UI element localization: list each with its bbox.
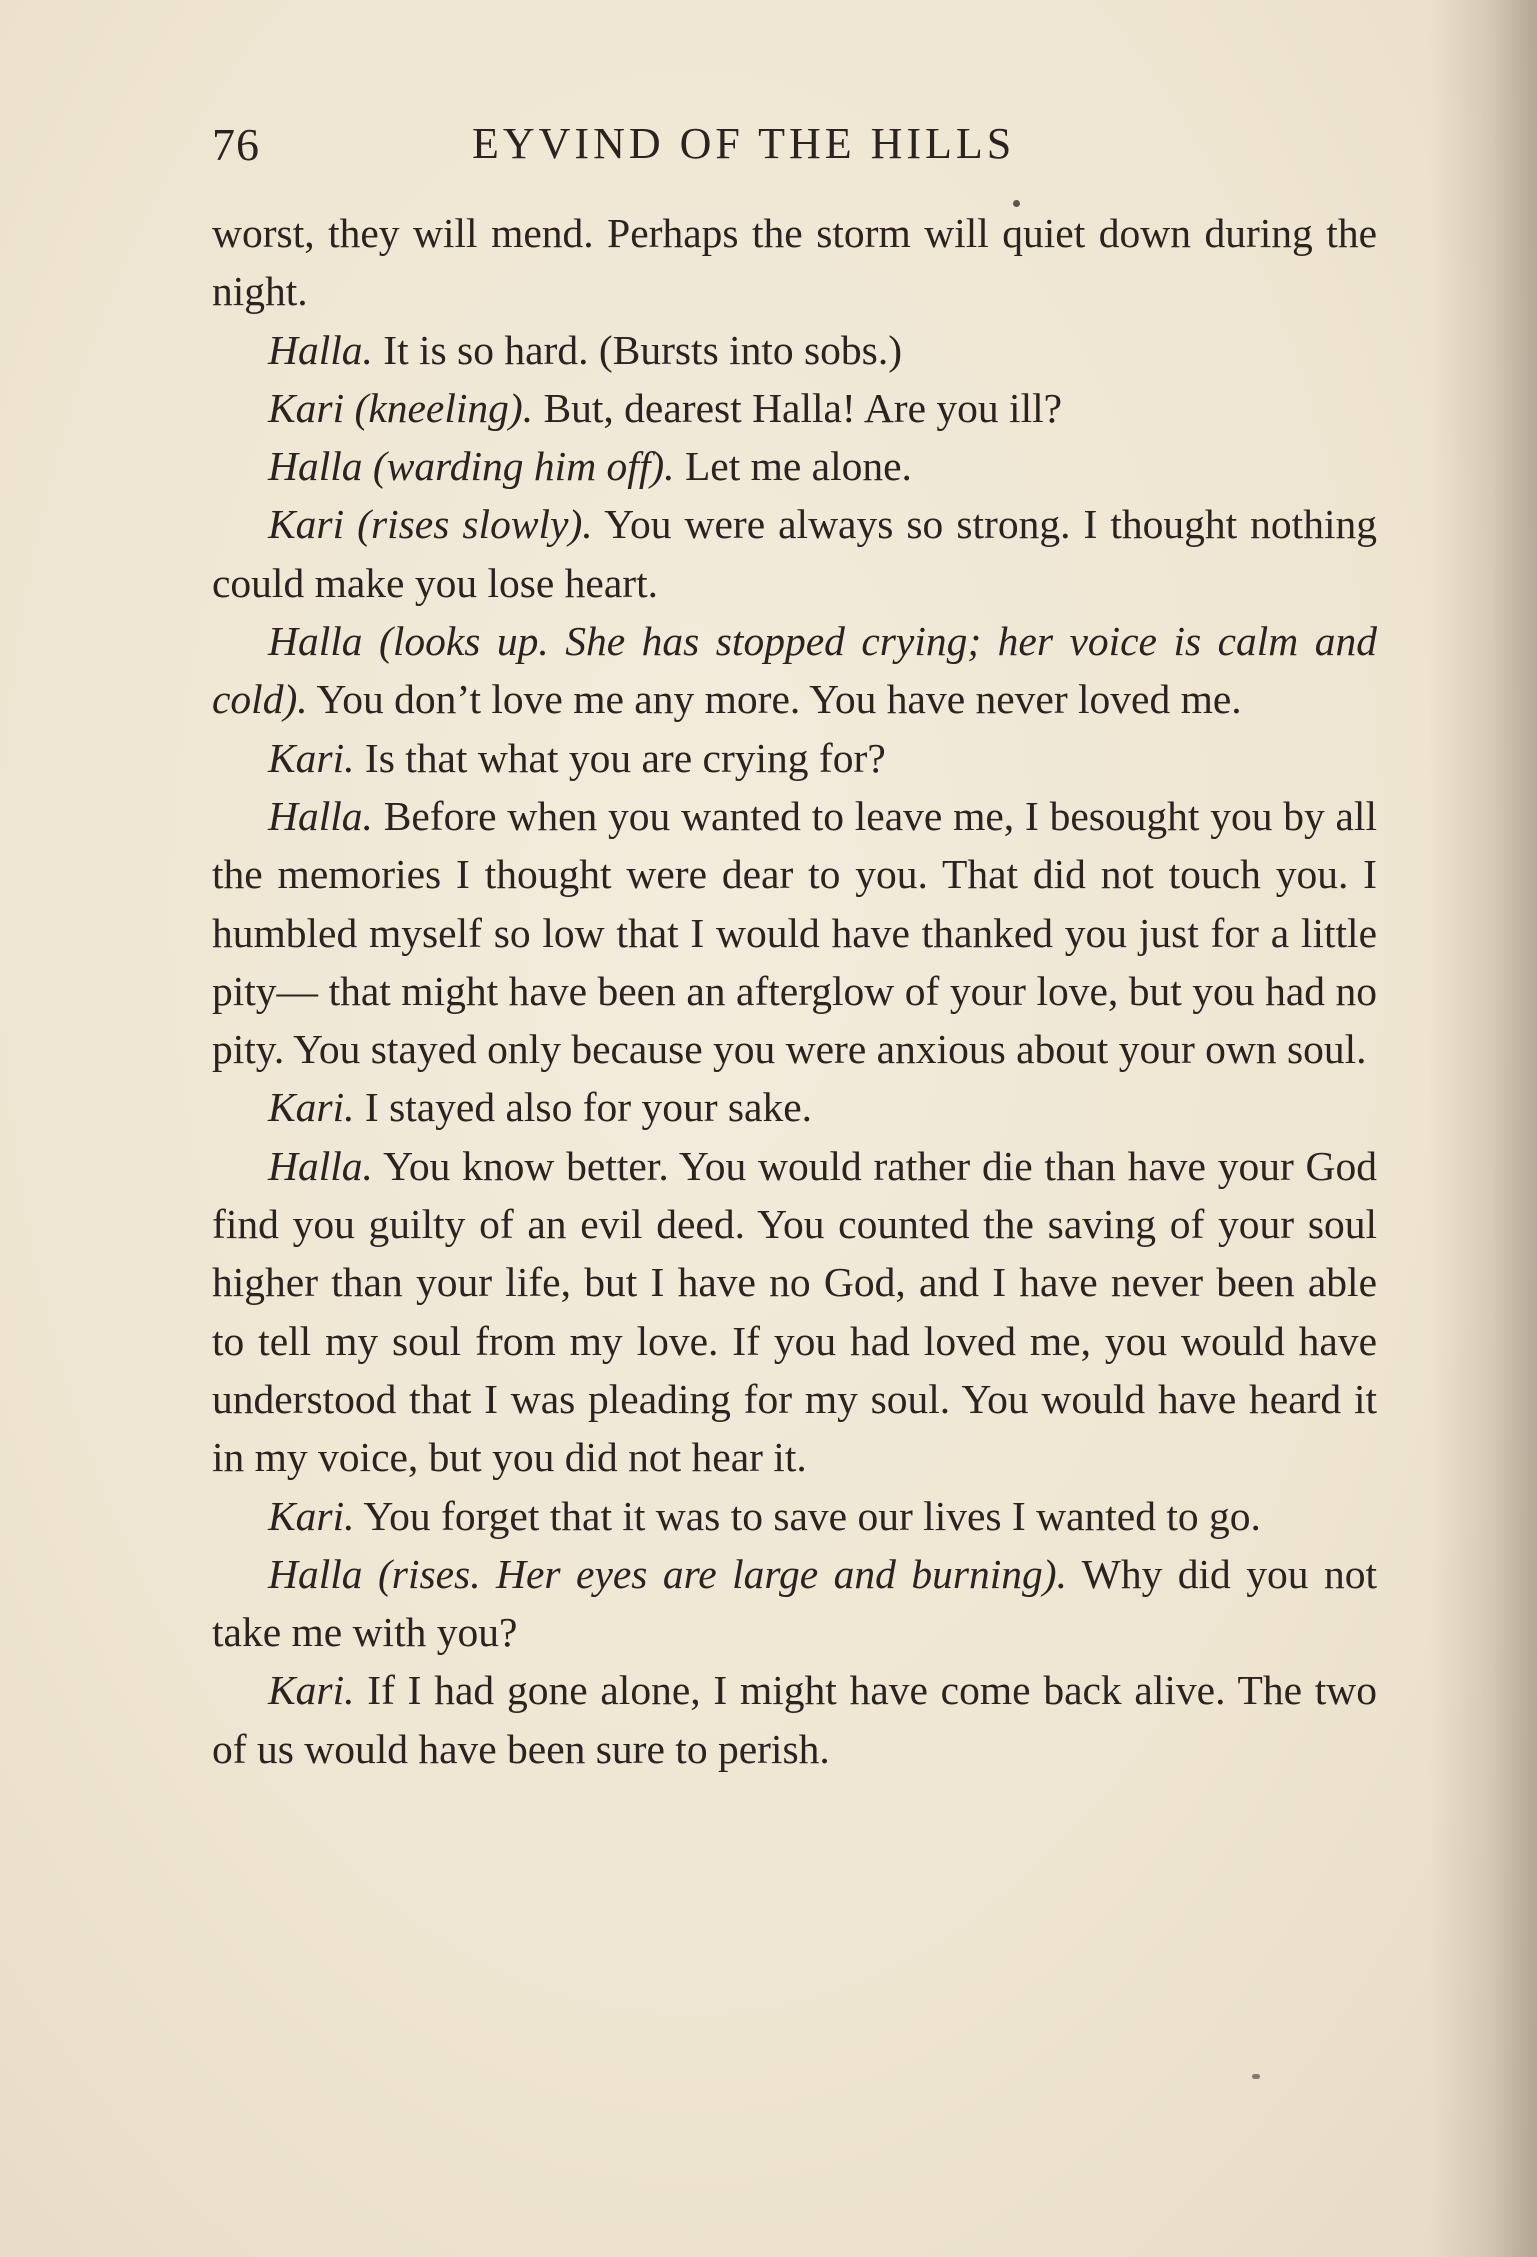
stage-direction: (warding him off).	[362, 443, 675, 490]
paragraph	[212, 204, 1377, 321]
paragraph-text: You know better. You would rather die than have your God find you guilty of an evil deed. You counted the saving of your soul higher than your life, but I have no God, and I have never been able to tell my soul from my love. If you had loved me, you would have understood that I was pleading for my soul. You would have heard it in my voice, but you did not hear it.	[212, 1142, 1377, 1481]
paragraph	[212, 321, 1377, 379]
paragraph-text: I stayed also for your sake.	[354, 1084, 813, 1131]
speaker-name: Halla	[268, 618, 363, 665]
body-text	[212, 204, 1377, 1778]
stage-direction: (kneeling).	[344, 384, 534, 431]
paragraph	[212, 1137, 1377, 1487]
speaker-name: Kari.	[268, 1084, 355, 1131]
paragraph	[212, 787, 1377, 1078]
speaker-name: Halla.	[268, 792, 373, 839]
speaker-name: Kari.	[268, 1492, 355, 1539]
ink-smudge	[1252, 2074, 1260, 2079]
paragraph-text: worst, they will mend. Perhaps the storm will quiet down during the night.	[212, 210, 1377, 315]
paragraph	[212, 1487, 1377, 1545]
speaker-name: Halla	[268, 1550, 363, 1597]
paragraph-text: Is that what you are crying for?	[354, 734, 886, 781]
paragraph	[212, 1078, 1377, 1136]
paragraph	[212, 612, 1377, 729]
speaker-name: Kari.	[268, 1667, 355, 1714]
paragraph	[212, 437, 1377, 495]
paragraph	[212, 1545, 1377, 1662]
page-number: 76	[212, 119, 260, 170]
paragraph-text: You forget that it was to save our lives I wanted to go.	[354, 1492, 1261, 1539]
paragraph	[212, 379, 1377, 437]
speaker-name: Halla	[268, 443, 363, 490]
paragraph-text: Why did you not take me with you?	[212, 1550, 1377, 1656]
book-title: EYVIND OF THE HILLS	[472, 119, 1016, 168]
paragraph	[212, 1661, 1377, 1778]
stage-direction: (looks up. She has stopped crying; her voice is calm and cold).	[212, 618, 1377, 723]
paragraph	[212, 729, 1377, 787]
paragraph-text: You were always so strong. I thought nothing could make you lose heart.	[212, 501, 1377, 606]
speaker-name: Kari	[268, 384, 345, 431]
speaker-name: Kari	[268, 501, 345, 548]
paragraph-text: Before when you wanted to leave me, I besought you by all the memories I thought were dear to you. That did not touch you. I humbled myself so low that I would have thanked you just for a little pity— that might have been an afterglow of your love, but you had no pity. You stayed only because you were anxious about your own soul.	[212, 792, 1377, 1073]
stage-direction: (rises slowly).	[344, 501, 593, 548]
paragraph-text: But, dearest Halla! Are you ill?	[533, 384, 1063, 431]
paragraph	[212, 495, 1377, 612]
paragraph-text: Let me alone.	[674, 443, 912, 490]
paragraph-text: It is so hard. (Bursts into sobs.)	[372, 326, 903, 373]
stage-direction: (rises. Her eyes are large and burning).	[362, 1550, 1067, 1597]
paragraph-text: If I had gone alone, I might have come back alive. The two of us would have been sure to perish.	[212, 1667, 1377, 1772]
speaker-name: Kari.	[268, 734, 355, 781]
running-head	[212, 118, 1382, 178]
speaker-name: Halla.	[268, 1142, 373, 1189]
paragraph-text: You don’t love me any more. You have never loved me.	[307, 676, 1242, 723]
speaker-name: Halla.	[268, 326, 373, 373]
